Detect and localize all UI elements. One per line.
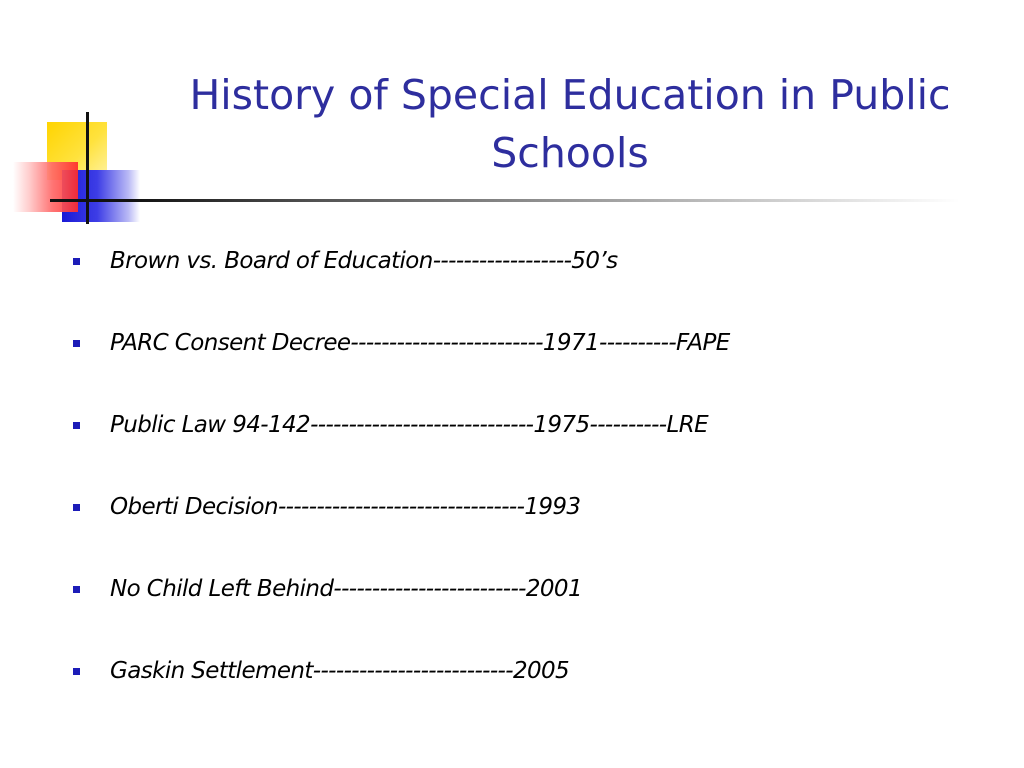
list-item-text: Gaskin Settlement--------------------------2005 (110, 658, 570, 684)
list-item (70, 322, 990, 404)
bullet-icon (73, 586, 80, 593)
list-item (70, 404, 990, 486)
list-item (70, 486, 990, 568)
slide-title: History of Special Education in Public Schools (189, 71, 951, 177)
bullet-icon (73, 668, 80, 675)
list-item (70, 650, 990, 732)
bullet-icon (73, 422, 80, 429)
list-item (70, 240, 990, 322)
list-item (70, 568, 990, 650)
list-item-text: PARC Consent Decree-------------------------1971----------FAPE (110, 330, 730, 356)
bullet-list (70, 240, 990, 732)
list-item-text: No Child Left Behind-------------------------2001 (110, 576, 582, 602)
horizontal-divider-line (50, 199, 960, 202)
decorative-logo (0, 100, 150, 230)
vertical-divider-line (86, 112, 89, 224)
bullet-icon (73, 258, 80, 265)
list-item-text: Public Law 94-142-----------------------------1975----------LRE (110, 412, 709, 438)
bullet-icon (73, 340, 80, 347)
red-square-shape (13, 162, 78, 212)
bullet-icon (73, 504, 80, 511)
list-item-text: Oberti Decision--------------------------------1993 (110, 494, 581, 520)
list-item-text: Brown vs. Board of Education------------------50’s (110, 248, 618, 274)
